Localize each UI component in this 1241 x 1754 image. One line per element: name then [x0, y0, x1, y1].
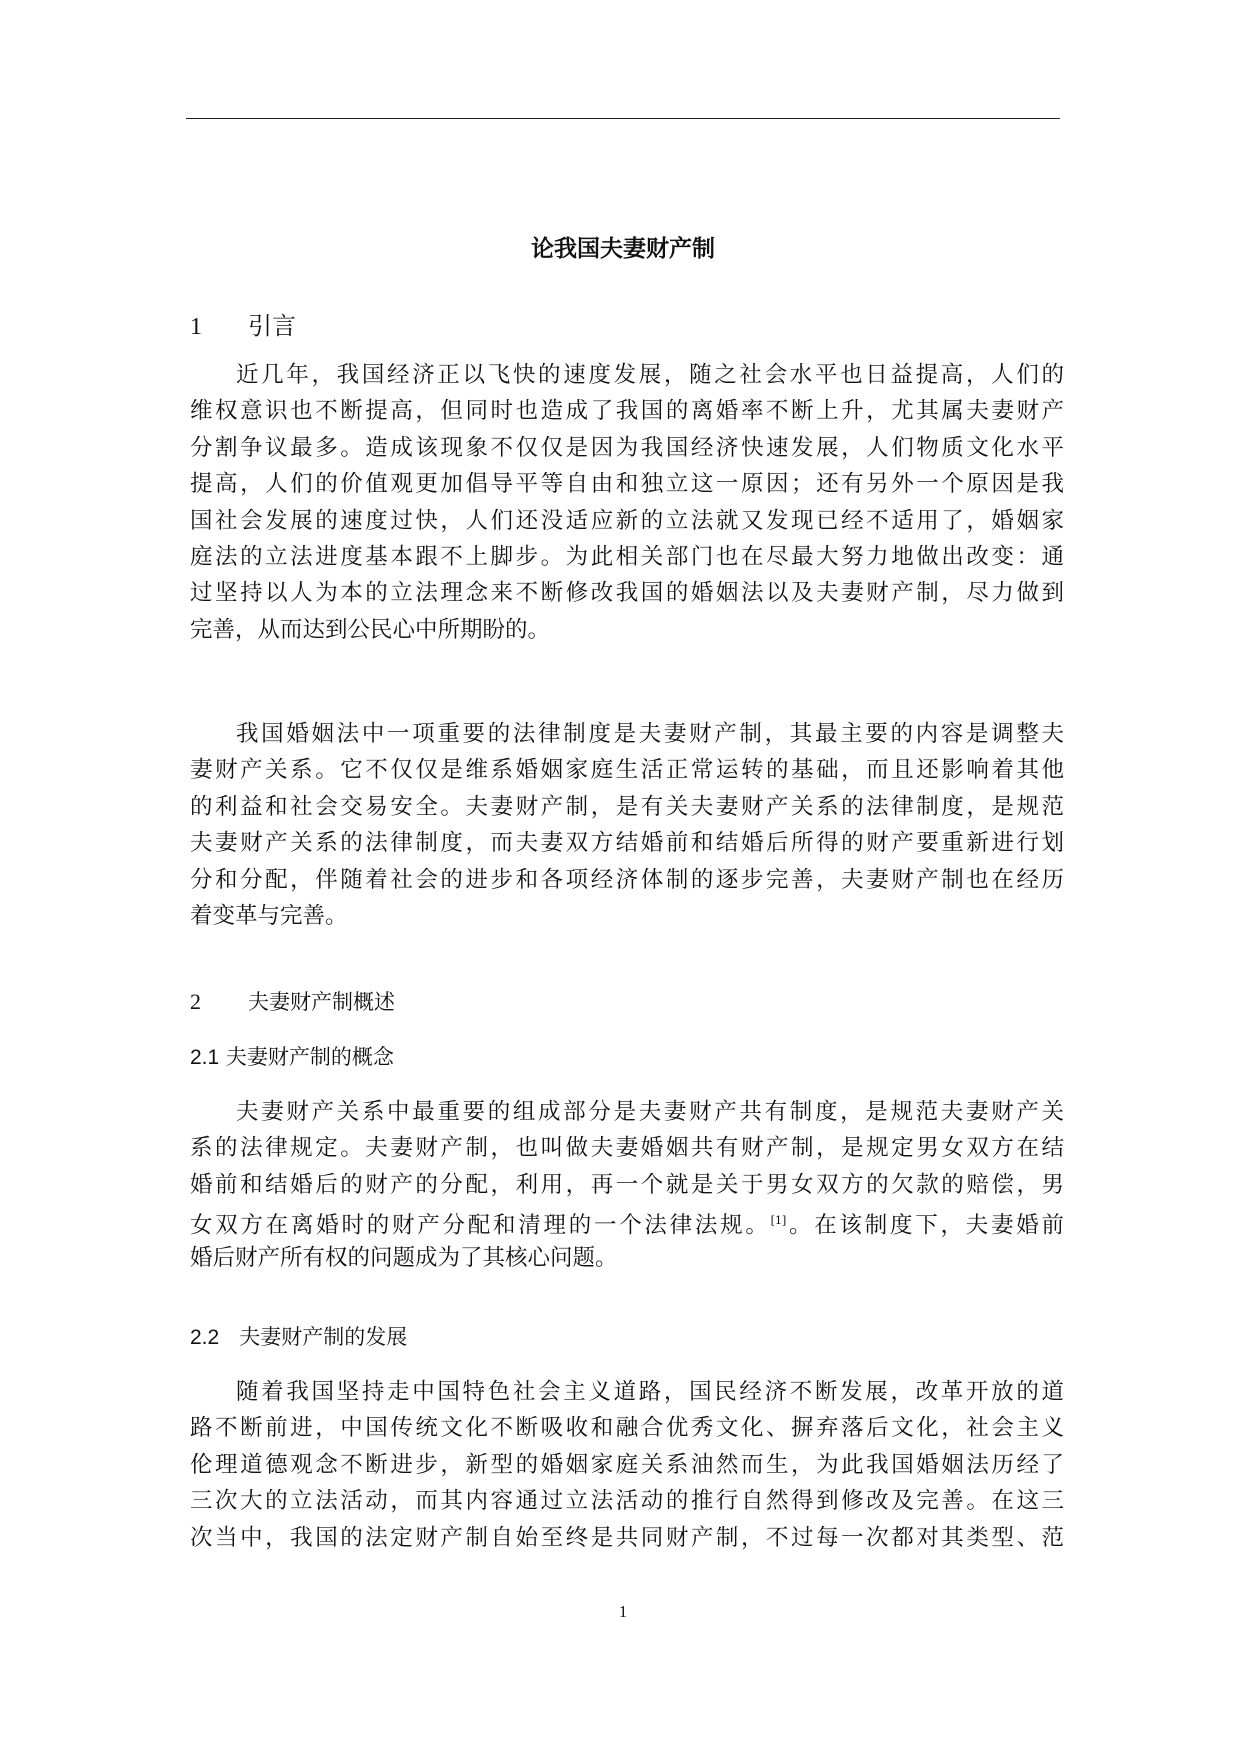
text-line: 提高，人们的价值观更加倡导平等自由和独立这一原因；还有另外一个原因是我 — [190, 471, 1064, 498]
text-line: 次当中，我国的法定财产制自始至终是共同财产制，不过每一次都对其类型、范 — [190, 1524, 1064, 1551]
paragraph-intro-1 — [190, 357, 1064, 648]
text-line-with-citation — [190, 1203, 1064, 1239]
paragraph-intro-2 — [190, 716, 1064, 934]
text-line: 着变革与完善。 — [190, 902, 348, 929]
text-line: 庭法的立法进度基本跟不上脚步。为此相关部门也在尽最大努力地做出改变：通 — [190, 543, 1064, 570]
text-line: 三次大的立法活动，而其内容通过立法活动的推行自然得到修改及完善。在这三 — [190, 1488, 1064, 1515]
section-label: 夫妻财产制概述 — [248, 990, 395, 1014]
text-line: 的利益和社会交易安全。夫妻财产制，是有关夫妻财产关系的法律制度，是规范 — [190, 793, 1064, 820]
text-line: 妻财产关系。它不仅仅是维系婚姻家庭生活正常运转的基础，而且还影响着其他 — [190, 757, 1064, 784]
section-label: 夫妻财产制的发展 — [239, 1325, 408, 1349]
text-line: 维权意识也不断提高，但同时也造成了我国的离婚率不断上升，尤其属夫妻财产 — [190, 398, 1064, 425]
text-line: 系的法律规定。夫妻财产制，也叫做夫妻婚姻共有财产制，是规定男女双方在结 — [190, 1135, 1064, 1162]
section-label: 夫妻财产制的概念 — [225, 1045, 394, 1069]
citation-marker[interactable]: [1] — [770, 1214, 787, 1228]
text-line: 过坚持以人为本的立法理念来不断修改我国的婚姻法以及夫妻财产制，尽力做到 — [190, 580, 1064, 607]
section-number: 1 — [190, 314, 202, 340]
header-rule — [186, 118, 1060, 119]
text-line: 伦理道德观念不断进步，新型的婚姻家庭关系油然而生，为此我国婚姻法历经了 — [190, 1451, 1064, 1478]
section-heading-2 — [190, 987, 395, 1017]
text-fragment: 。在该制度下，夫妻婚前 — [786, 1212, 1064, 1239]
subsection-heading-2-2 — [190, 1322, 407, 1353]
page-number: 1 — [618, 1602, 628, 1621]
page-title: 论我国夫妻财产制 — [531, 236, 715, 262]
text-line: 分和分配，伴随着社会的进步和各项经济体制的逐步完善，夫妻财产制也在经历 — [190, 866, 1064, 893]
text-line: 随着我国坚持走中国特色社会主义道路，国民经济不断发展，改革开放的道 — [236, 1379, 1064, 1405]
text-line: 路不断前进，中国传统文化不断吸收和融合优秀文化、摒弃落后文化，社会主义 — [190, 1415, 1064, 1442]
subsection-heading-2-1 — [190, 1042, 394, 1073]
text-line: 夫妻财产关系中最重要的组成部分是夫妻财产共有制度，是规范夫妻财产关 — [236, 1099, 1064, 1125]
section-number: 2.1 — [190, 1046, 220, 1069]
text-line: 我国婚姻法中一项重要的法律制度是夫妻财产制，其最主要的内容是调整夫 — [236, 721, 1064, 747]
paragraph-concept — [190, 1094, 1064, 1276]
text-line: 婚后财产所有权的问题成为了其核心问题。 — [190, 1244, 618, 1271]
text-line: 近几年，我国经济正以飞快的速度发展，随之社会水平也日益提高，人们的 — [236, 362, 1064, 388]
section-number: 2.2 — [190, 1326, 220, 1349]
section-heading-1 — [190, 309, 296, 344]
text-line: 国社会发展的速度过快，人们还没适应新的立法就又发现已经不适用了，婚姻家 — [190, 507, 1064, 534]
text-fragment: 女双方在离婚时的财产分配和清理的一个法律法规。 — [190, 1212, 771, 1239]
text-line: 完善，从而达到公民心中所期盼的。 — [190, 616, 551, 643]
text-line: 婚前和结婚后的财产的分配，利用，再一个就是关于男女双方的欠款的赔偿，男 — [190, 1171, 1064, 1198]
text-line: 夫妻财产关系的法律制度，而夫妻双方结婚前和结婚后所得的财产要重新进行划 — [190, 830, 1064, 857]
section-number: 2 — [190, 989, 201, 1014]
text-line: 分割争议最多。造成该现象不仅仅是因为我国经济快速发展，人们物质文化水平 — [190, 434, 1064, 461]
section-label: 引言 — [248, 312, 296, 340]
paragraph-development — [190, 1374, 1064, 1556]
